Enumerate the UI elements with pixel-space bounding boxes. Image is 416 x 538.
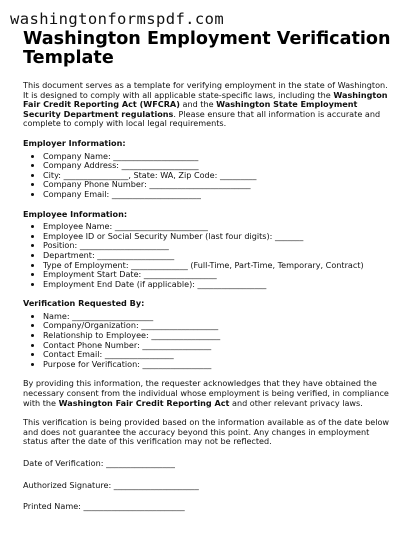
employee-type: • Type of Employment: ______________ (Full-Time, Part-Time, Temporary, Contract) xyxy=(43,261,395,271)
employee-end-date: • Employment End Date (if applicable): _________________ xyxy=(43,280,395,290)
employer-city-state-zip: • City: ________________, State: WA, Zip Code: _________ xyxy=(43,171,395,181)
employer-company-address: • Company Address: ___________________ xyxy=(43,161,395,171)
intro-text-1: This document serves as a template for verifying employment in the state of Washington. It is designed to comply with all applicable state-specific laws, including the xyxy=(23,80,388,100)
requester-company: • Company/Organization: ___________________ xyxy=(43,321,395,331)
verification-heading: Verification Requested By: xyxy=(23,298,145,309)
disclaimer-paragraph: This verification is being provided based on the information available as of the date below and does not guarantee the accuracy beyond this point. Any changes in employment status after the date of this verification may not be reflected. xyxy=(23,417,390,447)
employee-heading: Employee Information: xyxy=(23,208,128,219)
consent-text-2: and other relevant privacy laws. xyxy=(229,397,363,408)
requester-email: • Contact Email: _________________ xyxy=(43,350,395,360)
document-body xyxy=(23,81,395,512)
verification-date-line: Date of Verification: _________________ xyxy=(23,458,175,468)
authorized-signature-line: Authorized Signature: _____________________ xyxy=(23,479,199,490)
intro-text-3: . Please ensure that all information is accurate and complete to comply with local legal requirements. xyxy=(23,108,381,129)
consent-text-1: By providing this information, the requester acknowledges that they have obtained the necessary consent from the individual whose employment is being verified, in compliance with the xyxy=(23,378,389,408)
document-title: Washington Employment Verification Template xyxy=(23,29,391,68)
intro-paragraph xyxy=(23,81,395,129)
site-watermark: washingtonformspdf.com xyxy=(10,10,225,28)
requester-relationship: • Relationship to Employee: _________________ xyxy=(43,331,395,341)
employee-start-date: • Employment Start Date: __________________ xyxy=(43,270,395,280)
employee-id: • Employee ID or Social Security Number (last four digits): _______ xyxy=(43,232,395,242)
consent-paragraph xyxy=(23,379,395,408)
employee-name: • Employee Name: _______________________ xyxy=(43,222,395,232)
requester-phone: • Contact Phone Number: _________________ xyxy=(43,341,395,351)
employer-heading: Employer Information: xyxy=(23,137,126,148)
requester-name: • Name: ____________________ xyxy=(43,312,395,322)
employer-company-name: • Company Name: _____________________ xyxy=(43,152,395,162)
intro-law-1: Washington Fair Credit Reporting Act (WFCRA) xyxy=(23,89,388,110)
employee-list xyxy=(23,222,395,289)
verification-list xyxy=(23,312,395,370)
verification-purpose: • Purpose for Verification: _________________ xyxy=(43,360,395,370)
consent-law: Washington Fair Credit Reporting Act xyxy=(58,397,230,408)
employee-department: • Department: ___________________ xyxy=(43,251,395,261)
intro-law-2: Washington State Employment Security Department regulations xyxy=(23,99,358,119)
employer-list xyxy=(23,152,395,200)
employer-email: • Company Email: ______________________ xyxy=(43,190,395,200)
printed-name-line: Printed Name: _________________________ xyxy=(23,501,185,512)
intro-text-2: and the xyxy=(179,99,217,110)
employee-position: • Position: ______________________ xyxy=(43,241,395,251)
employer-phone: • Company Phone Number: _________________________ xyxy=(43,180,395,190)
